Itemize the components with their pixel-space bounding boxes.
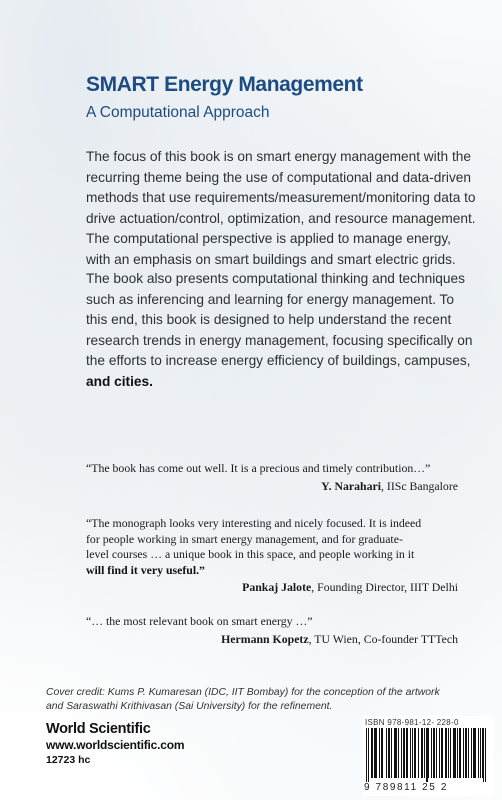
barcode-bar: [415, 728, 416, 778]
endorsement-quote-3: [86, 614, 458, 630]
barcode-bar: [389, 728, 390, 778]
barcode-bar: [441, 728, 442, 778]
barcode-bar: [483, 728, 484, 782]
quote-line: “… the most relevant book on smart energy …”: [86, 614, 313, 628]
barcode-bar: [465, 728, 466, 778]
barcode-bar: [436, 728, 437, 778]
barcode-bar: [426, 728, 427, 782]
endorser-name: Y. Narahari: [321, 479, 382, 493]
barcode-bar: [474, 728, 475, 778]
barcode-bar: [453, 728, 454, 778]
paragraph-line: recurring theme being the use of computational and data-driven: [86, 169, 472, 185]
barcode-bar: [459, 728, 460, 778]
barcode-bar: [382, 728, 383, 778]
barcode-bar: [442, 728, 443, 778]
barcode-bar: [446, 728, 447, 778]
barcode-bar: [482, 728, 483, 778]
paragraph-line: drive actuation/control, optimization, and resource management.: [86, 210, 476, 226]
barcode-bar: [388, 728, 389, 778]
barcode-bar: [466, 728, 467, 778]
quote-line: level courses … a unique book in this space, and people working in it: [86, 547, 415, 561]
endorser-affiliation: , IISc Bangalore: [381, 479, 458, 493]
paragraph-line: this end, this book is designed to help understand the recent: [86, 312, 452, 328]
publisher-code: 12723 hc: [46, 754, 91, 766]
barcode-bar: [448, 728, 449, 778]
endorser-name: Hermann Kopetz: [221, 632, 309, 646]
barcode-bar: [404, 728, 405, 778]
barcode-bar: [478, 728, 479, 778]
cover-credit: [46, 686, 466, 714]
paragraph-line: the efforts to increase energy efficiency of buildings, campuses,: [86, 353, 471, 369]
barcode-bar: [371, 728, 372, 778]
barcode-bar: [391, 728, 392, 778]
paragraph-line: methods that use requirements/measurement/monitoring data to: [86, 190, 476, 206]
barcode-bar: [406, 728, 407, 778]
barcode-bar: [424, 728, 425, 778]
barcode-bar: [475, 728, 476, 778]
barcode-bar: [485, 728, 486, 782]
endorsement-attribution-3: [221, 632, 458, 647]
barcode-bar: [422, 728, 423, 778]
description-paragraph-1: [86, 147, 476, 271]
barcode-bar: [433, 728, 434, 778]
barcode-bar: [368, 728, 369, 782]
quote-line: for people working in smart energy management, and for graduate-: [86, 531, 403, 546]
barcode-bar: [395, 728, 396, 778]
publisher-name: World Scientific: [46, 721, 151, 737]
barcode-bar: [414, 728, 415, 778]
endorsement-quote-1: [86, 461, 458, 477]
paragraph-line: such as inferencing and learning for energy management. To: [86, 291, 455, 307]
barcode-bar: [431, 728, 432, 778]
barcode-bar: [418, 728, 419, 778]
barcode-bar: [407, 728, 408, 778]
barcode-bar: [410, 728, 411, 778]
isbn-label: ISBN 978-981-12- 228-0: [365, 718, 459, 727]
barcode-bar: [427, 728, 428, 782]
quote-line: “The book has come out well. It is a precious and timely contribution…”: [86, 461, 431, 475]
barcode-bar: [375, 728, 376, 778]
book-subtitle: A Computational Approach: [86, 104, 270, 121]
quote-line: “The monograph looks very interesting and nicely focused. It is indeed: [86, 516, 422, 530]
endorsement-attribution-2: [242, 580, 458, 595]
barcode-bar: [421, 728, 422, 778]
barcode-bar: [463, 728, 464, 778]
barcode-bar: [401, 728, 402, 778]
barcode-bar: [366, 728, 367, 782]
barcode-bar: [379, 728, 380, 778]
barcode-bar: [434, 728, 435, 778]
barcode-bar: [403, 728, 404, 778]
endorser-affiliation: , Founding Director, IIIT Delhi: [311, 580, 458, 594]
barcode-bar: [386, 728, 387, 778]
endorsement-attribution-1: [321, 479, 458, 494]
barcode-bar: [455, 728, 456, 778]
barcode-bar: [473, 728, 474, 778]
paragraph-line: The book also presents computational thinking and techniques: [86, 271, 465, 286]
barcode-bar: [471, 728, 472, 778]
barcode-digits: 9 789811 25 2: [364, 782, 449, 793]
quote-line: will find it very useful.”: [86, 562, 205, 577]
barcode-bar: [457, 728, 458, 778]
barcode-bar: [454, 728, 455, 778]
barcode-bar: [480, 728, 481, 778]
barcode-bar: [396, 728, 397, 778]
book-title: SMART Energy Management: [86, 73, 363, 96]
barcode-bar: [450, 728, 451, 778]
paragraph-line: The computational perspective is applied to manage energy,: [86, 231, 451, 247]
endorser-affiliation: , TU Wien, Co-founder TTTech: [308, 632, 458, 646]
endorser-name: Pankaj Jalote: [242, 580, 312, 594]
barcode-bar: [445, 728, 446, 778]
paragraph-line: The focus of this book is on smart energy management with the: [86, 149, 471, 164]
barcode-bar: [428, 728, 429, 778]
paragraph-line: with an emphasis on smart buildings and smart electric grids.: [86, 251, 456, 267]
barcode-bar: [460, 728, 461, 778]
isbn-barcode: [362, 716, 494, 796]
credit-line: Cover credit: Kums P. Kumaresan (IDC, IIT Bombay) for the conception of the artwork: [46, 687, 440, 698]
barcode-icon: [366, 728, 490, 782]
barcode-bar: [381, 728, 382, 778]
barcode-bar: [394, 728, 395, 778]
paragraph-line: research trends in energy management, focusing specifically on: [86, 332, 473, 348]
barcode-bar: [412, 728, 413, 778]
barcode-bar: [374, 728, 375, 778]
description-paragraph-2: [86, 269, 473, 393]
paragraph-line: and cities.: [86, 373, 153, 389]
credit-line: and Saraswathi Krithivasan (Sai University) for the refinement.: [46, 701, 333, 712]
barcode-bar: [468, 728, 469, 778]
barcode-bar: [372, 728, 373, 778]
publisher-website: www.worldscientific.com: [46, 738, 185, 752]
barcode-bar: [376, 728, 377, 778]
barcode-bar: [398, 728, 399, 778]
endorsement-quote-2: [86, 516, 458, 578]
barcode-bar: [439, 728, 440, 778]
